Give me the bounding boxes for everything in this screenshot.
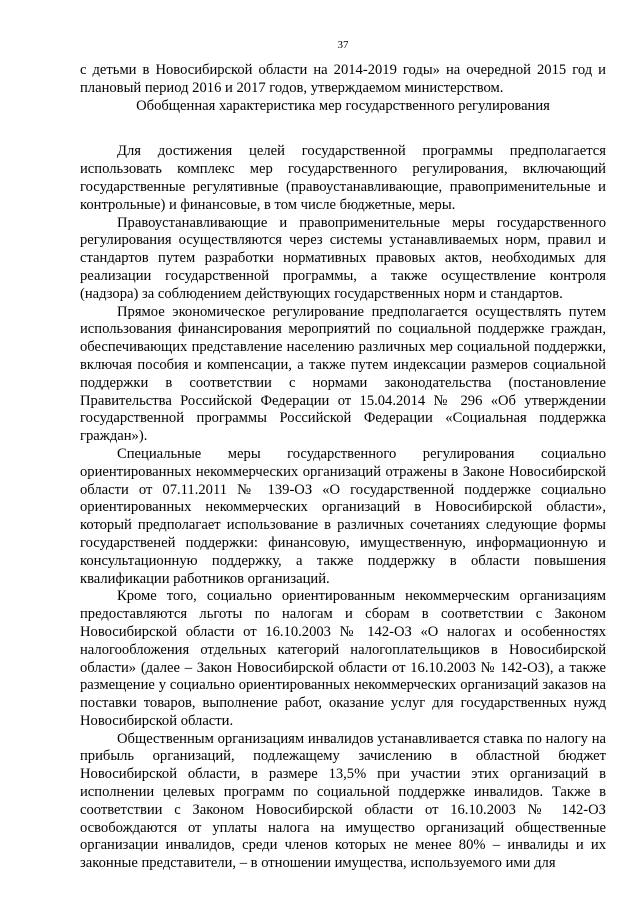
paragraph-1: Для достижения целей государственной программы предполагается использовать комплекс мер государственного регулирования, включающий государственные регулятивные (правоустанавливающие, правоприменительные и контрольные) и финансовые, в том числе бюджетные, меры. [80,143,606,213]
page-number: 37 [337,39,349,51]
paragraph-3: Прямое экономическое регулирование предполагается осуществлять путем использования финансирования мероприятий по социальной поддержке граждан, обеспечивающих представление населению различных мер социальной поддержки, включая пособия и компенсации, а также путем индексации размеров социальной поддержки в соответствии с нормами законодательства (постановление Правительства Российской Федерации от 15.04.2014 № 296 «Об утверждении государственной программы Российской Федерации «Социальная поддержка граждан»). [80,303,606,445]
page-content [80,62,606,873]
paragraph-5: Кроме того, социально ориентированным некоммерческим организациям предоставляются льготы по налогам и сборам в соответствии с Законом Новосибирской области от 16.10.2003 № 142-ОЗ «О налогах и особенностях налогообложения отдельных категорий налогоплательщиков в Новосибирской области» (далее – Закон Новосибирской области от 16.10.2003 № 142-ОЗ), а также размещение у социально ориентированных некоммерческих организаций заказов на поставки товаров, выполнение работ, оказание услуг для государственных нужд Новосибирской области. [80,588,606,729]
paragraph-4: Специальные меры государственного регулирования социально ориентированных некоммерческих организаций отражены в Законе Новосибирской области от 07.11.2011 № 139-ОЗ «О государственной поддержке социально ориентированных некоммерческих организаций в Новосибирской области», который предполагает использование в различных сочетаниях следующие формы государственей поддержки: финансовую, имущественную, информационную и консультационную поддержку, а также поддержку в области повышения квалификации работников организаций. [80,445,606,587]
intro-paragraph: с детьми в Новосибирской области на 2014-2019 годы» на очередной 2015 год и плановый период 2016 и 2017 годов, утверждаемом министерством. [80,62,606,96]
paragraph-6: Общественным организациям инвалидов устанавливается ставка по налогу на прибыль организаций, подлежащему зачислению в областной бюджет Новосибирской области, в размере 13,5% при участии этих организаций в исполнении целевых программ по социальной поддержке инвалидов. Также в соответствии с Законом Новосибирской области от 16.10.2003 № 142-ОЗ освобождаются от уплаты налога на имущество организаций общественные организации инвалидов, среди членов которых не менее 80% – инвалиды и их законные представители, – в отношении имущества, используемого ими для [80,730,606,872]
section-heading: Обобщенная характеристика мер государственного регулирования [136,97,550,114]
paragraph-2: Правоустанавливающие и правоприменительные меры государственного регулирования осуществляются через системы устанавливаемых норм, правил и стандартов путем разработки нормативных правовых актов, необходимых для реализации государственной программы, а также осуществление контроля (надзора) за соблюдением действующих государственных норм и стандартов. [80,214,606,302]
